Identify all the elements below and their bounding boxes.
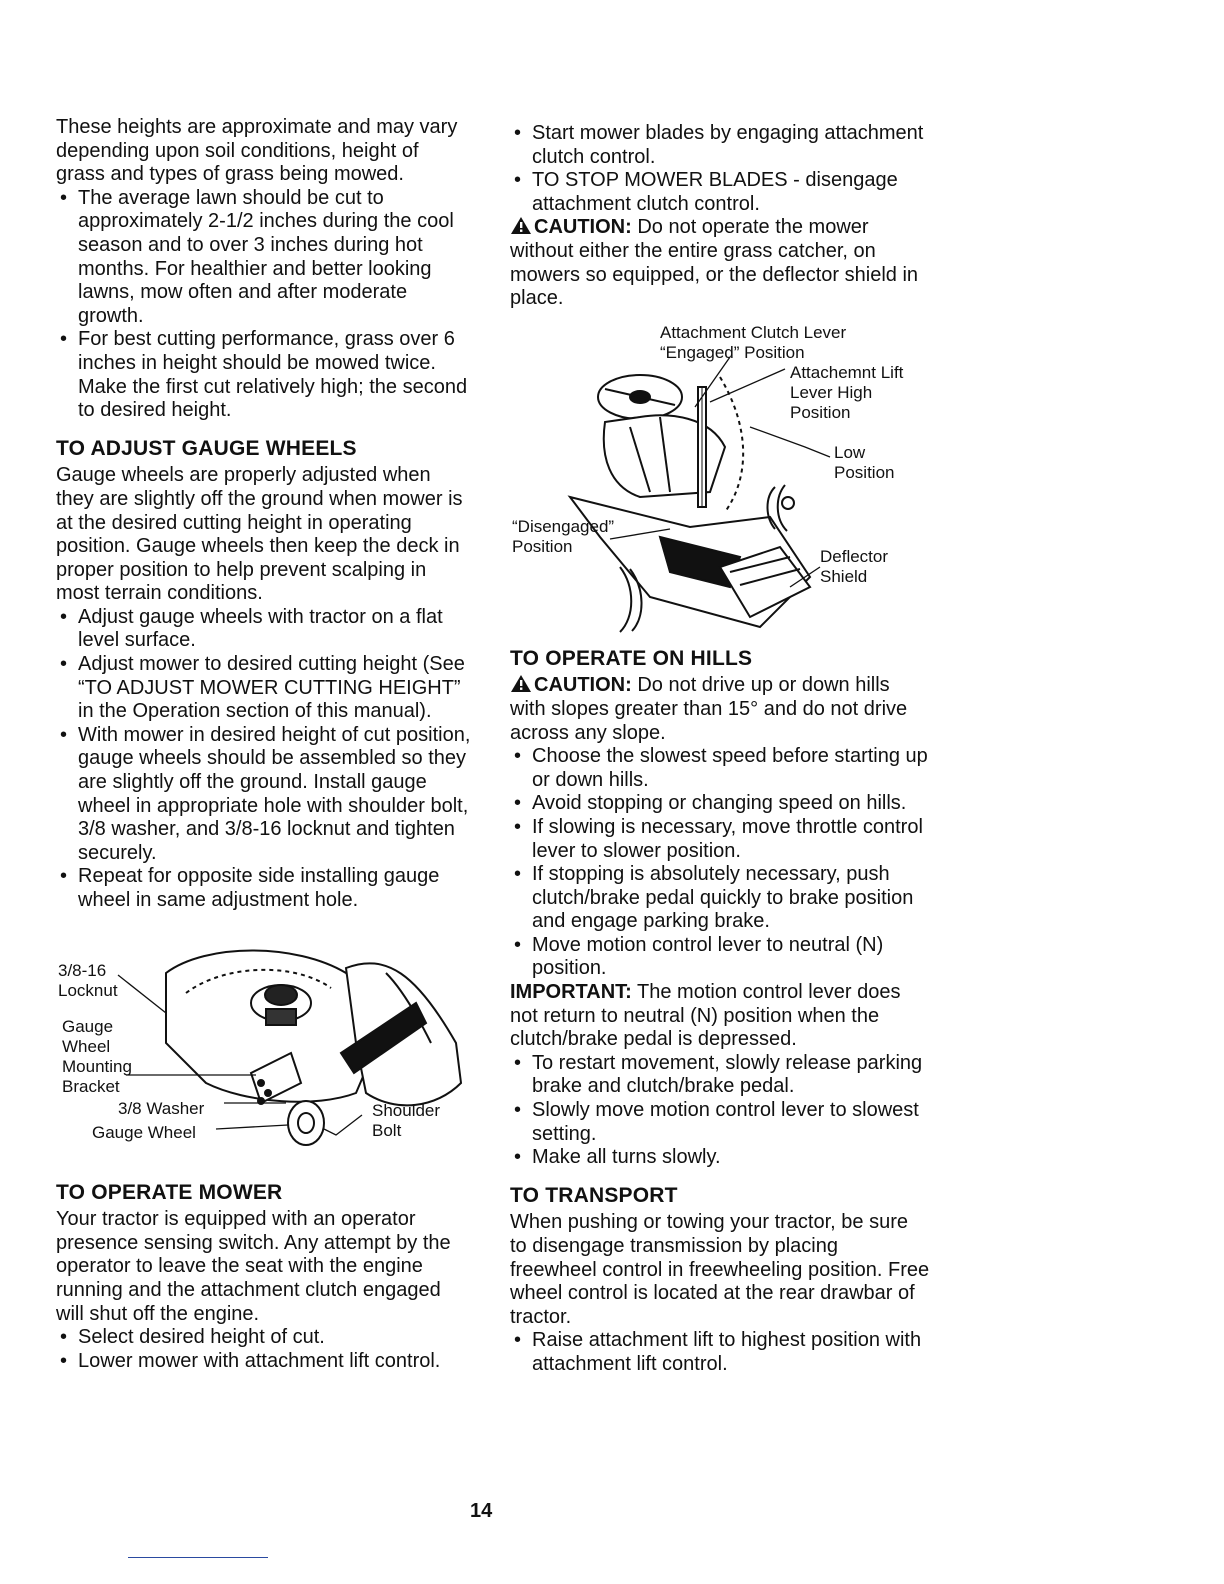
bracket-label-line4: Bracket [62,1076,120,1096]
shoulder-label: Shoulder [372,1100,441,1120]
intro-paragraph: These heights are approximate and may vary depending upon soil conditions, height of grass and types of grass being mowed. [56,116,458,186]
lift-label-line1: Attachemnt Lift [790,362,904,382]
gauge-wheel-label: Gauge Wheel [92,1122,196,1142]
attachment-clutch-figure [510,317,930,633]
lift-label-line3: Position [790,402,851,422]
clutch-label-line2: “Engaged” Position [660,342,805,362]
operate-mower-bullet-list [56,1326,472,1373]
bolt-label: Bolt [372,1120,402,1140]
intro-bullet-list [56,187,472,423]
important-text: The motion control lever does not return to neutral (N) position when the clutch/brake pedal is depressed. [510,981,901,1051]
bracket-label-line2: Wheel [62,1036,111,1056]
clutch-label-line1: Attachment Clutch Lever [660,322,847,342]
low-label-line1: Low [834,442,866,462]
bracket-label-line1: Gauge [62,1016,114,1036]
caution-label: CAUTION: [534,216,632,239]
transport-heading: TO TRANSPORT [510,1183,678,1207]
caution-deflector [510,216,930,310]
gauge-wheels-heading: TO ADJUST GAUGE WHEELS [56,436,357,460]
left-column [56,116,472,1373]
list-item: • Select desired height of cut. [56,1326,472,1350]
list-item: • Lower mower with attachment lift control. [56,1350,472,1374]
list-item: • Avoid stopping or changing speed on hills. [510,792,930,816]
list-item: • Make all turns slowly. [510,1146,930,1170]
caution-text: Do not operate the mower without either the entire grass catcher, on mowers so equipped, or the deflector shield in place. [510,216,919,310]
list-item: • Raise attachment lift to highest position with attachment lift control. [510,1329,930,1376]
right-column [510,122,930,1377]
operate-hills-heading: TO OPERATE ON HILLS [510,646,753,670]
transport-intro: When pushing or towing your tractor, be sure to disengage transmission by placing freewheel control in freewheeling position. Free wheel control is located at the rear drawbar of tractor. [510,1211,930,1328]
bracket-label-line3: Mounting [62,1056,132,1076]
lift-label-line2: Lever High [790,382,873,402]
list-item: • Start mower blades by engaging attachment clutch control. [510,122,930,169]
page-number: 14 [470,1500,493,1522]
low-label-line2: Position [834,462,895,482]
locknut-size-label: 3/8-16 [58,960,107,980]
list-item: • With mower in desired height of cut position, gauge wheels should be assembled so they are slightly off the ground. Install gauge wheel in appropriate hole with shoulder bolt, 3/8 washer, and 3/8-16 locknut and tighten securely. [56,724,472,866]
important-note [510,981,930,1052]
bottom-rule [128,1557,268,1558]
warning-triangle-icon [510,674,532,693]
list-item: • To restart movement, slowly release parking brake and clutch/brake pedal. [510,1052,930,1099]
transport-bullet-list [510,1329,930,1376]
gauge-wheels-intro: Gauge wheels are properly adjusted when they are slightly off the ground when mower is at the desired cutting height in operating position. Gauge wheels then keep the deck in proper position to help prevent scalping in most terrain conditions. [56,464,463,605]
disengaged-label-line1: “Disengaged” [512,516,615,536]
mower-blades-bullet-list [510,122,930,216]
disengaged-label-line2: Position [512,536,573,556]
warning-triangle-icon [510,216,532,235]
list-item: • Move motion control lever to neutral (N) position. [510,934,930,981]
list-item: • Repeat for opposite side installing gauge wheel in same adjustment hole. [56,865,472,912]
list-item: • Slowly move motion control lever to slowest setting. [510,1099,930,1146]
list-item: • TO STOP MOWER BLADES - disengage attachment clutch control. [510,169,930,216]
hills-bullet-list [510,745,930,981]
caution-hills [510,674,930,745]
list-item: • Adjust mower to desired cutting height (See “TO ADJUST MOWER CUTTING HEIGHT” in the Operation section of this manual). [56,653,472,724]
operate-mower-intro: Your tractor is equipped with an operator presence sensing switch. Any attempt by the operator to leave the seat with the engine running and the attachment clutch engaged will shut off the engine. [56,1208,451,1325]
gauge-wheel-figure [56,933,472,1167]
caution-label: CAUTION: [534,674,632,697]
list-item: • If stopping is absolutely necessary, push clutch/brake pedal quickly to brake position and engage parking brake. [510,863,930,934]
deflector-label-line1: Deflector [820,546,889,566]
list-item: • Adjust gauge wheels with tractor on a flat level surface. [56,606,472,653]
caution-text: Do not drive up or down hills with slopes greater than 15° and do not drive across any slope. [510,674,908,744]
operate-mower-heading: TO OPERATE MOWER [56,1180,283,1204]
important-label: IMPORTANT: [510,981,632,1004]
washer-label: 3/8 Washer [118,1098,205,1118]
list-item: • Choose the slowest speed before starting up or down hills. [510,745,930,792]
deflector-label-line2: Shield [820,566,868,586]
gauge-bullet-list [56,606,472,913]
restart-bullet-list [510,1052,930,1170]
list-item: • For best cutting performance, grass over 6 inches in height should be mowed twice. Make the first cut relatively high; the second to desired height. [56,328,472,422]
list-item: • The average lawn should be cut to approximately 2-1/2 inches during the cool season and to over 3 inches during hot months. For healthier and better looking lawns, mow often and after moderate growth. [56,187,472,329]
locknut-label: Locknut [58,980,118,1000]
list-item: • If slowing is necessary, move throttle control lever to slower position. [510,816,930,863]
